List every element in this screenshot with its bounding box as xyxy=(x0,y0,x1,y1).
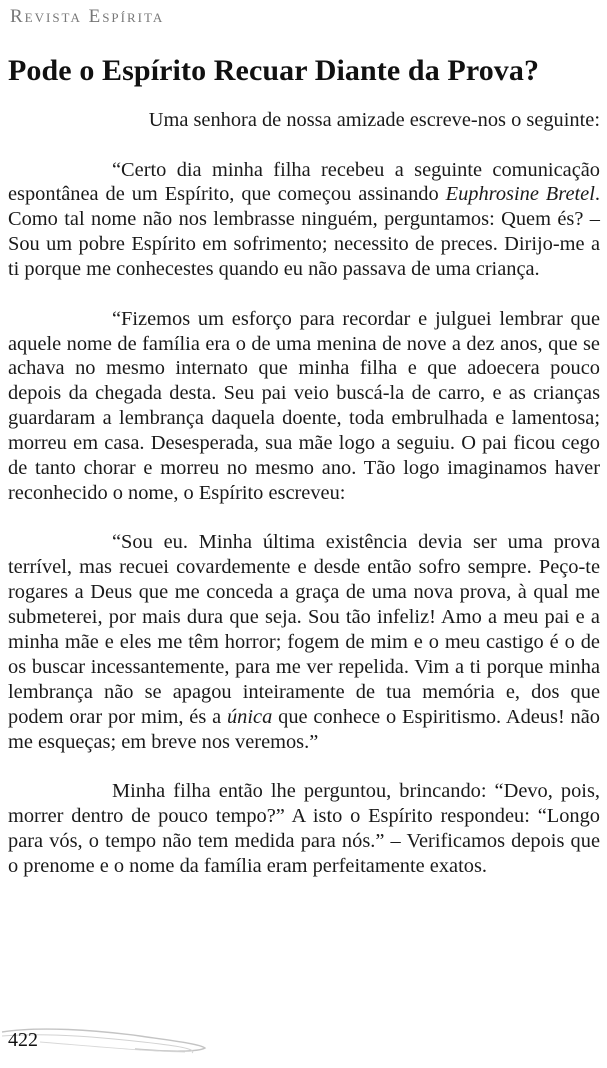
page-number: 422 xyxy=(8,1029,38,1051)
paragraph-closing xyxy=(8,779,600,879)
emphasis-unica: única xyxy=(226,705,273,728)
paragraph-text: “Fizemos um esforço para recordar e julguei lembrar que aquele nome de família era o de uma menina de nove a dez anos, que se achava no mesmo internato que minha filha e que adoecera pouco depois da chegada desta. Seu pai veio buscá-la de carro, e as crianças guardaram a lembrança daquela doente, toda embrulhada e lamentosa; morreu em casa. Desesperada, sua mãe logo a seguiu. O pai ficou cego de tanto chorar e morreu no mesmo ano. Tão logo imaginamos haver reconhecido o nome, o Espírito escreveu: xyxy=(8,307,600,504)
paragraph-text: Minha filha então lhe perguntou, brincando: “Devo, pois, morrer dentro de pouco tempo?” A isto o Espírito respondeu: “Longo para vós, o tempo não tem medida para nós.” – Verificamos depois que o prenome e o nome da família eram perfeitamente exatos. xyxy=(8,780,600,877)
paragraph-text: Uma senhora de nossa amizade escreve-nos o seguinte: xyxy=(148,109,600,131)
paragraph-text: “Certo dia minha filha recebeu a seguinte comunicação espontânea de um Espírito, que começou assinando xyxy=(8,158,600,206)
paragraph-text: que conhece o Espiritismo. Adeus! não me esqueças; em breve nos veremos.” xyxy=(8,705,600,753)
paragraph-letter-2 xyxy=(8,307,600,506)
paragraph-text: . Como tal nome não nos lembrasse ninguém, perguntamos: Quem és? – Sou um pobre Espírito em sofrimento; necessito de preces. Dirijo-me a ti porque me conhecestes quando eu não passava de uma criança. xyxy=(8,183,600,281)
running-head: Revista Espírita xyxy=(10,6,165,27)
article-title: Pode o Espírito Recuar Diante da Prova? xyxy=(8,54,540,87)
paragraph-intro xyxy=(8,108,600,133)
paragraph-text: “Sou eu. Minha última existência devia ser uma prova terrível, mas recuei covardemente e desde então sofro sempre. Peço-te rogares a Deus que me conceda a graça de uma nova prova, à qual me submeterei, por mais dura que seja. Sou tão infeliz! Amo a meu pai e a minha mãe e eles me têm horror; fogem de mim e o meu castigo é o de os buscar incessantemente, para me ver repelida. Vim a ti porque minha lembrança não se apagou inteiramente de tua memória e, dos que podem orar por mim, és a xyxy=(8,531,600,728)
paragraph-letter-1 xyxy=(8,158,600,283)
paragraph-spirit-message xyxy=(8,530,600,754)
spirit-name: Euphrosine Bretel xyxy=(445,183,595,206)
article-body xyxy=(8,108,600,879)
